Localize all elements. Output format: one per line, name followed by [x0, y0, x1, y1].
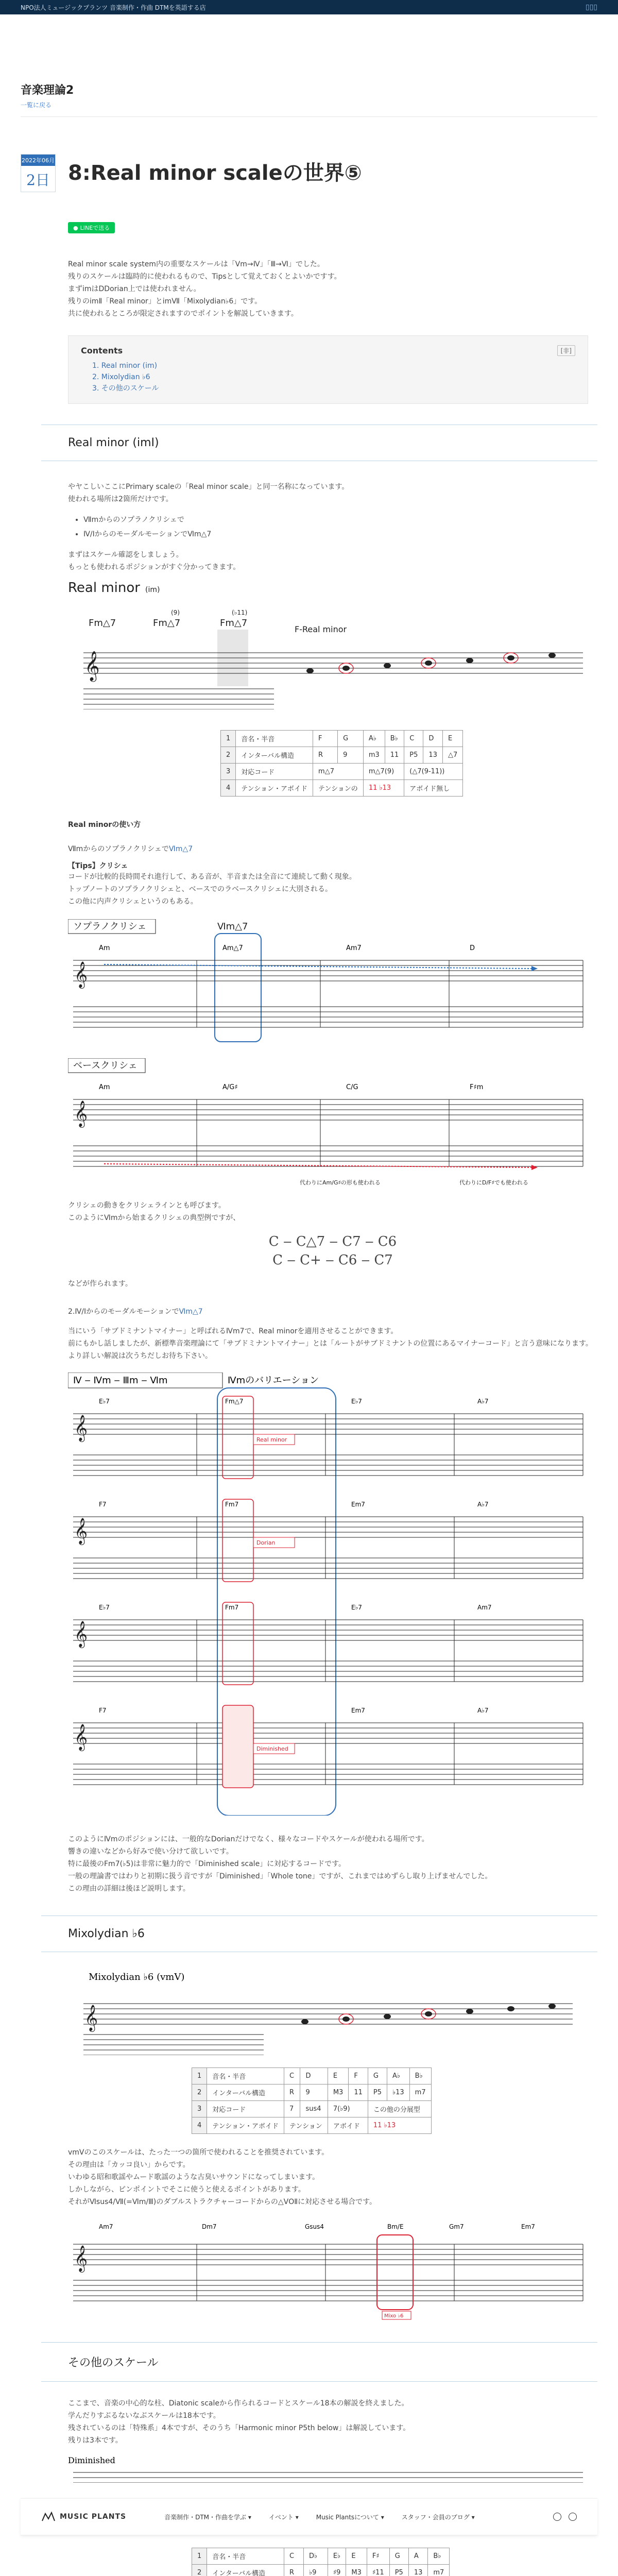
bass-cliche-figure — [68, 1058, 597, 1192]
paragraph: やヤこしいここにPrimary scaleの「Real minor scale」と同一名称になっています。 — [68, 483, 349, 491]
category-header — [21, 14, 597, 117]
usage-intro: Ⅶmからのソプラノクリシェで — [68, 845, 169, 853]
chord-label: F7 — [99, 1707, 107, 1714]
bullet-item: • Ⅶmからのソプラノクリシェで — [83, 513, 597, 527]
chord-label: Fm△7 — [225, 1398, 244, 1405]
mixo-tag: Mixo ♭6 — [384, 2313, 404, 2319]
table-cell: A♭ — [363, 731, 385, 747]
category-title: 音楽理論2 — [21, 84, 74, 97]
toc-title: Contents — [81, 346, 123, 355]
table-cell: M3 — [328, 2084, 349, 2101]
table-cell: 2 — [221, 747, 236, 764]
table-cell: 9 — [300, 2084, 328, 2101]
table-cell: テンション・アボイド — [236, 780, 313, 796]
post-date — [21, 154, 56, 192]
chord-label: E♭7 — [99, 1398, 110, 1405]
nav-item-blog[interactable]: スタッフ・会員のブログ ▾ — [401, 2513, 475, 2521]
table-cell: 7 — [284, 2101, 300, 2117]
nav-item-learn[interactable]: 音楽制作・DTM・作曲を学ぶ ▾ — [164, 2513, 251, 2521]
table-cell: P5 — [368, 2084, 387, 2101]
bass-note: 代わりにD/F♯でも使われる — [459, 1179, 528, 1186]
table-cell: テンション・アボイド — [207, 2117, 284, 2134]
chord-label: Fm△7 — [153, 618, 181, 629]
chord-label: Fm△7 — [220, 618, 248, 629]
treble-clef-icon: 𝄞 — [74, 1100, 88, 1127]
paragraph: 特に最後のFm7(♭5)は非常に魅力的で「Diminished scale」に対応するコードです。 — [68, 1860, 346, 1868]
paragraph: ここまで、音楽の中心的な柱、Diatonic scaleから作られるコードとスケール18本の解説を終えました。 — [68, 2399, 409, 2408]
above-mark: (♭11) — [232, 609, 248, 616]
variation-tag: Real minor — [256, 1436, 287, 1443]
treble-clef-icon: 𝄞 — [84, 2005, 98, 2031]
table-cell: D♭ — [303, 2548, 328, 2565]
table-cell: B♭ — [409, 2068, 431, 2084]
formula-line: C ‒ C+ ‒ C6 ‒ C7 — [272, 1252, 393, 1268]
chord-label: E♭7 — [351, 1604, 362, 1611]
chord-label: A♭7 — [477, 1707, 489, 1714]
line-icon: ● — [73, 224, 78, 231]
cliche-formula — [68, 1232, 597, 1269]
table-cell: C — [404, 731, 423, 747]
bullet-list — [83, 513, 597, 541]
post-title: 8:Real minor scaleの世界⑤ — [68, 161, 362, 185]
tips-line: トップノートのソプラノクリシェと、ベースでのラベースクリシェに大別される。 — [68, 885, 332, 893]
mixo-highlight — [377, 2235, 413, 2310]
chord-label: Am△7 — [222, 944, 243, 952]
staff-lines — [83, 653, 583, 709]
table-cell: テンション — [284, 2117, 328, 2134]
table-cell: m7 — [409, 2084, 431, 2101]
treble-clef-icon: 𝄞 — [74, 1518, 88, 1544]
table-cell: E — [346, 2548, 367, 2565]
treble-clef-icon: 𝄞 — [74, 1621, 88, 1647]
top-bar — [0, 0, 618, 14]
table-cell: 4 — [221, 780, 236, 796]
bullet-item: • Ⅳ/ⅠからのモーダルモーションでⅥm△7 — [83, 527, 597, 541]
staff-lines — [73, 1099, 583, 1166]
table-cell: R — [284, 2565, 304, 2576]
chord-label: Em7 — [521, 2223, 535, 2230]
chord-label: Dm7 — [202, 2223, 217, 2230]
diminished-staff-figure — [68, 2452, 597, 2483]
table-cell: C — [284, 2068, 300, 2084]
toc-toggle-button[interactable]: [非] — [557, 345, 575, 356]
chord-label: Am7 — [346, 944, 362, 952]
modal-highlight: Ⅵm△7 — [179, 1308, 203, 1316]
nav-item-events[interactable]: イベント ▾ — [268, 2513, 299, 2521]
article-body — [68, 258, 597, 404]
table-cell: E — [442, 731, 462, 747]
paragraph: 使われる場所は2箇所だけです。 — [68, 495, 173, 503]
table-cell: 2 — [192, 2084, 207, 2101]
table-cell: ♯11 — [367, 2565, 389, 2576]
table-cell: アボイド — [328, 2117, 368, 2134]
subdominant-minor-variation-figure — [68, 1372, 597, 1816]
table-cell: 3 — [192, 2101, 207, 2117]
variation-label: Ⅳmのバリエーション — [228, 1375, 319, 1386]
progression-label: Ⅳ ‒ Ⅳm ‒ Ⅲm ‒ Ⅵm — [73, 1375, 168, 1386]
chord-label: E♭7 — [99, 1604, 110, 1611]
table-of-contents — [68, 335, 588, 404]
table-cell: インターバル構造 — [236, 747, 313, 764]
scale-name: F-Real minor — [295, 624, 347, 634]
divider — [21, 116, 597, 117]
logo-icon — [41, 2512, 56, 2522]
com-dim-scale-table — [192, 2548, 450, 2576]
table-cell: G — [368, 2068, 387, 2084]
table-cell: 9 — [338, 747, 364, 764]
paragraph: クリシェの動きをクリシェラインとも呼びます。 — [68, 1201, 226, 1210]
table-cell: 13 — [408, 2565, 428, 2576]
site-logo[interactable] — [41, 2512, 126, 2522]
search-icon[interactable] — [553, 2513, 561, 2521]
section-heading: その他のスケール — [68, 2357, 159, 2369]
arrow-icon — [531, 1165, 538, 1170]
table-cell: アボイド無し — [404, 780, 463, 796]
table-cell: ♭13 — [387, 2084, 409, 2101]
share-bar — [68, 222, 597, 233]
table-cell: インターバル構造 — [207, 2084, 284, 2101]
treble-clef-icon: 𝄞 — [74, 1724, 88, 1750]
table-cell: B♭ — [428, 2548, 450, 2565]
paragraph: それがⅥsus4/Ⅶ(=Ⅵm/Ⅲ)のダブルストラクチャーコードからの△ⅤOⅡに対応させる場合です。 — [68, 2198, 376, 2206]
table-cell: F♯ — [367, 2548, 389, 2565]
staff-subtitle: (ⅰm) — [145, 586, 160, 594]
lead-line: 残りのスケールは臨時的に使われるもので、Tipsとして覚えておくとよいかですす。 — [68, 273, 341, 281]
staff-lines — [73, 2244, 583, 2301]
table-cell: 3 — [221, 764, 236, 780]
mixolydian-progression-figure — [68, 2218, 597, 2321]
staff-title: Real minor — [68, 581, 140, 596]
table-cell: 対応コード — [207, 2101, 284, 2117]
table-cell: F — [313, 731, 338, 747]
chord-label: Fm△7 — [89, 618, 116, 629]
chord-label: A/G♯ — [222, 1083, 238, 1091]
table-cell: B♭ — [385, 731, 404, 747]
table-cell: A — [408, 2548, 428, 2565]
chord-label: A♭7 — [477, 1398, 489, 1405]
table-cell: ♯9 — [328, 2565, 346, 2576]
real-minor-staff-figure — [68, 581, 597, 709]
paragraph: このようにⅥmから始まるクリシェの典型例ですが、 — [68, 1214, 241, 1222]
table-cell: 音名・半音 — [207, 2548, 284, 2565]
lead-line: 残りのⅰmⅡ「Real minor」とⅰmⅦ「Mixolydian♭6」です。 — [68, 297, 262, 306]
table-cell: m3 — [363, 747, 385, 764]
tips-line: コードが比較的長時間それ進行して、ある音が、半音または全音にて連続して動く現象。 — [68, 873, 356, 881]
usage-highlight: Ⅵm△7 — [168, 845, 193, 853]
section-heading: Real minor (ⅰmI) — [68, 436, 159, 449]
toc-item-real-minor[interactable]: 1. Real minor (ⅰm) — [92, 362, 158, 370]
table-cell: A♭ — [387, 2068, 409, 2084]
chord-label: Am — [99, 944, 110, 952]
soprano-cliche-figure — [68, 919, 597, 1048]
table-cell: R — [313, 747, 338, 764]
section-real-minor — [68, 481, 597, 1895]
variation-rows — [73, 1396, 583, 1788]
line-share-button[interactable] — [68, 222, 115, 233]
table-cell: D — [300, 2068, 328, 2084]
chord-label: Fm7 — [225, 1604, 239, 1611]
paragraph: 残りは3本です。 — [68, 2436, 123, 2445]
chord-label: C/G — [346, 1083, 358, 1091]
chord-label: Gm7 — [449, 2223, 464, 2230]
table-cell: この他の分展型 — [368, 2101, 431, 2117]
section-other — [68, 2397, 597, 2483]
real-minor-scale-table — [220, 730, 463, 796]
bass-note: 代わりにAm/G♯の形も使われる — [300, 1179, 381, 1186]
table-cell: 4 — [192, 2117, 207, 2134]
site-icon[interactable]: ▯▯▯ — [585, 3, 597, 11]
staff-title: Diminished — [68, 2455, 115, 2465]
bass-label: ベースクリシェ — [73, 1060, 138, 1071]
lead-section — [68, 258, 597, 320]
variation-cell-highlight — [222, 1705, 253, 1788]
chord-label: Bm/E — [387, 2223, 404, 2230]
section-mixolydian — [68, 1968, 597, 2321]
table-cell: P5 — [389, 2565, 408, 2576]
staff-lines — [73, 2472, 583, 2483]
paragraph: ⅴmⅤのこのスケールは、たった一つの箇所で使われることを推奨されています。 — [68, 2148, 329, 2157]
table-cell: m△7(9) — [363, 764, 404, 780]
table-cell: P5 — [404, 747, 423, 764]
lead-line: Real minor scale system内の重要なスケールは「Vm→Ⅳ」「Ⅲ→Ⅵ」でした。 — [68, 260, 324, 268]
paragraph: 響きの違いなどから好みで使い分けて欲しいです。 — [68, 1848, 233, 1856]
paragraph: 当にいう「サブドミナントマイナー」と呼ばれるⅣm7で、Real minorを適用させることができます。 — [68, 1327, 398, 1335]
table-cell: G — [338, 731, 364, 747]
staff-lines — [83, 2004, 573, 2055]
paragraph — [68, 1306, 597, 1318]
paragraph: 残されているのは「特殊系」4本ですが、そのうち「Harmonic minor P5th below」は解説しています。 — [68, 2424, 410, 2432]
table-cell: インターバル構造 — [207, 2565, 284, 2576]
table-cell: G — [389, 2548, 408, 2565]
variation-cell-highlight — [222, 1499, 253, 1582]
paragraph: 一般の理論書ではわりと初期に扱う音ですが「Diminished」「Whole tone」ですが、これまではめずらし取り上げませんでした。 — [68, 1872, 492, 1880]
paragraph: もっとも使われるポジションがすぐ分かってきます。 — [68, 563, 241, 571]
chord-label: A♭7 — [477, 1501, 489, 1508]
line-share-label: LINEで送る — [80, 225, 110, 231]
chord-label: Am7 — [99, 2223, 113, 2230]
paragraph: その理由は「カッコ良い」からです。 — [68, 2161, 190, 2169]
chord-label: F♯m — [470, 1083, 484, 1091]
table-cell: m7 — [428, 2565, 450, 2576]
table-cell: D — [423, 731, 443, 747]
soprano-label: ソプラノクリシェ — [73, 921, 147, 932]
cliche-line — [104, 964, 531, 969]
paragraph — [68, 843, 597, 855]
table-cell: 音名・半音 — [236, 731, 313, 747]
paragraph: この理由の詳細は後ほど説明します。 — [68, 1885, 190, 1893]
paragraph: まずはスケール確認をしましょう。 — [68, 551, 183, 559]
user-icon[interactable] — [569, 2513, 577, 2521]
table-cell: m△7 — [313, 764, 364, 780]
table-cell: 11 — [349, 2084, 368, 2101]
table-cell: 音名・半音 — [207, 2068, 284, 2084]
toc-item-other[interactable]: 3. その他のスケール — [92, 384, 159, 393]
lead-line: まずⅰmはDDorian上では使われません。 — [68, 285, 201, 293]
chord-label: Am — [99, 1083, 110, 1091]
section-other-header — [41, 2342, 597, 2382]
cliche-line — [104, 1164, 531, 1167]
table-cell: F — [349, 2068, 368, 2084]
post-date-day: 2日 — [26, 172, 50, 189]
mixolydian-staff-figure — [68, 1968, 597, 2055]
tips-line: この他に内声クリシェというのもある。 — [68, 897, 198, 906]
post-header — [21, 154, 597, 192]
table-cell: 1 — [221, 731, 236, 747]
table-cell: 対応コード — [236, 764, 313, 780]
variation-cell-highlight — [222, 1602, 253, 1685]
paragraph: などが作られます。 — [68, 1280, 132, 1288]
soprano-chord: Ⅵm△7 — [217, 921, 248, 932]
table-cell: E — [328, 2068, 349, 2084]
paragraph: このようにⅣmのポジションには、一般的なDorianだけでなく、様々なコードやスケールが使われる場所です。 — [68, 1835, 429, 1843]
top-tagline: NPO法人ミュージックプランツ 音楽制作・作曲 DTMを英語する店 — [21, 4, 206, 11]
table-cell: C — [284, 2548, 304, 2565]
paragraph: いわゆる昭和歌謡やムード歌謡のような古臭いサウンドになってしまいます。 — [68, 2173, 320, 2181]
toc-item-mixolydian[interactable]: 2. Mixolydian ♭6 — [92, 373, 150, 381]
treble-clef-icon: 𝄞 — [74, 1415, 88, 1441]
variation-tag: Dorian — [256, 1539, 276, 1546]
table-cell: ♭9 — [303, 2565, 328, 2576]
treble-clef-icon: 𝄞 — [84, 651, 100, 681]
paragraph: 学んだりすぶるないなぶスケールは18本です。 — [68, 2412, 220, 2420]
variation-tag: Diminished — [256, 1745, 288, 1752]
site-nav — [21, 2498, 597, 2535]
table-cell: E♭ — [328, 2548, 346, 2565]
above-mark: (9) — [171, 609, 180, 616]
table-cell: (△7(9‑11)) — [404, 764, 463, 780]
nav-item-about[interactable]: Music Plantsについて ▾ — [316, 2513, 384, 2521]
table-cell: △7 — [442, 747, 462, 764]
table-cell: 1 — [192, 2068, 207, 2084]
paragraph: 前にもかし話しましたが、新標準音楽理論にて「サブドミナントマイナー」とは「ルートがサブドミナントの位置にあるマイナーコード」と言う意味になります。 — [68, 1340, 593, 1348]
chord-label: D — [470, 944, 475, 952]
tips-title: 【Tips】クリシェ — [68, 862, 128, 870]
chord-label: Em7 — [351, 1501, 365, 1508]
formula-line: C ‒ C△7 ‒ C7 ‒ C6 — [268, 1234, 397, 1249]
table-cell: 11 ♭13 — [368, 2117, 431, 2134]
mixolydian-scale-table — [192, 2067, 432, 2134]
table-cell: 2 — [192, 2565, 207, 2576]
section-real-minor-header — [41, 425, 597, 461]
modal-intro: 2.Ⅳ/Ⅰからのモーダルモーションで — [68, 1308, 179, 1316]
chord-label: Em7 — [351, 1707, 365, 1714]
staff-lines — [73, 960, 583, 1027]
table-cell: 1 — [192, 2548, 207, 2565]
section-heading: Mixolydian ♭6 — [68, 1927, 145, 1940]
paragraph: より詳しい解説は次うちだしお待ち下さい。 — [68, 1352, 212, 1360]
table-cell: 11 ♭13 — [363, 780, 404, 796]
table-cell: 13 — [423, 747, 443, 764]
nav-icons — [553, 2513, 577, 2521]
back-to-list-link[interactable]: 一覧に戻る — [21, 101, 52, 109]
chord-label: F7 — [99, 1501, 107, 1508]
treble-clef-icon: 𝄞 — [74, 2245, 88, 2272]
table-cell: sus4 — [300, 2101, 328, 2117]
variation-cell-highlight — [222, 1396, 253, 1479]
paragraph: しかしながら、ピンポイントでそこに使うと使えるポイントがあります。 — [68, 2185, 305, 2194]
staff-title: Mixolydian ♭6 (ⅴmV) — [89, 1972, 185, 1982]
table-cell: M3 — [346, 2565, 367, 2576]
table-cell: R — [284, 2084, 300, 2101]
table-cell: テンションの — [313, 780, 364, 796]
table-cell: 7(♭9) — [328, 2101, 368, 2117]
subheading: Real minorの使い方 — [68, 821, 141, 829]
logo-text: MUSIC PLANTS — [60, 2513, 127, 2521]
chord-label: Am7 — [477, 1604, 492, 1611]
chord-label: Gsus4 — [305, 2223, 324, 2230]
lead-line: 共に使われるところが限定されますのでポイントを解説していきます。 — [68, 310, 298, 318]
chord-label: Fm7 — [225, 1501, 239, 1508]
post-date-ym: 2022年06月 — [21, 155, 55, 166]
section-other-continued — [68, 2548, 597, 2576]
section-mixolydian-header — [41, 1916, 597, 1952]
treble-clef-icon: 𝄞 — [74, 961, 88, 988]
chord-label: E♭7 — [351, 1398, 362, 1405]
table-cell: 11 — [385, 747, 404, 764]
